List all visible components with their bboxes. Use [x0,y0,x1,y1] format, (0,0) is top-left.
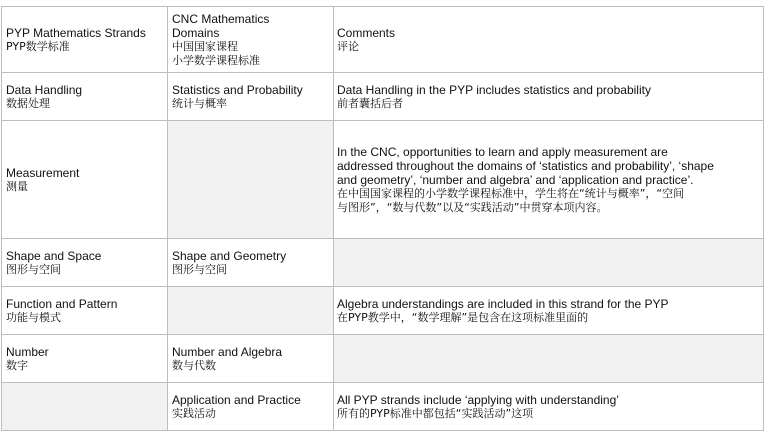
table-row [2,121,764,239]
pyp-strand-cell [2,121,168,239]
cnc-domain-cell [168,239,334,287]
pyp-strand-cell [2,73,168,121]
pyp-strand-cell [2,239,168,287]
table-row [2,287,764,335]
header-comments-en: Comments [337,25,396,40]
comment-line: addressed throughout the domains of ‘statistics and probability’, ‘shape [337,158,714,173]
pyp-strand-zh: 数字 [6,358,28,372]
cnc-domain-cell-empty [168,121,334,239]
pyp-strand-zh: 测量 [6,179,28,193]
header-pyp-zh: PYP数学标准 [6,39,70,53]
cnc-domain-en: Number and Algebra [172,344,283,359]
cnc-domain-zh: 统计与概率 [172,96,227,110]
pyp-strand-zh: 数据处理 [6,96,50,110]
header-pyp-en: PYP Mathematics Strands [6,25,146,40]
header-pyp-cell [2,7,168,73]
header-cnc-zh-line1: 中国国家课程 [172,39,238,53]
comment-line: In the CNC, opportunities to learn and apply measurement are [337,144,668,159]
cnc-domain-zh: 图形与空间 [172,262,227,276]
cnc-domain-cell [168,383,334,431]
comment-line: 在PYP教学中，“数学理解”是包含在这项标准里面的 [337,310,589,324]
table-row [2,335,764,383]
pyp-strand-en: Measurement [6,165,80,180]
comments-cell [334,287,764,335]
pyp-strand-cell-empty [2,383,168,431]
comment-line: All PYP strands include ‘applying with understanding’ [337,392,619,407]
comments-cell [334,383,764,431]
comment-line: 所有的PYP标准中都包括“实践活动”这项 [337,406,534,420]
cnc-domain-en: Application and Practice [172,392,301,407]
header-cnc-zh-line2: 小学数学课程标准 [172,53,260,67]
comments-cell [334,121,764,239]
comments-cell-empty [334,335,764,383]
pyp-strand-zh: 功能与模式 [6,310,61,324]
header-row [2,7,764,73]
header-comments-zh: 评论 [337,39,359,53]
header-cnc-en-line1: CNC Mathematics [172,11,270,26]
comments-cell-empty [334,239,764,287]
table-row [2,239,764,287]
comment-line: 与图形”，“数与代数”以及“实践活动”中贯穿本项内容。 [337,200,608,214]
pyp-strand-cell [2,287,168,335]
pyp-strand-en: Shape and Space [6,248,102,263]
cnc-domain-cell [168,73,334,121]
curriculum-comparison-table [1,6,764,431]
header-comments-cell [334,7,764,73]
comment-line: 前者囊括后者 [337,96,403,110]
table-row [2,73,764,121]
cnc-domain-en: Statistics and Probability [172,82,303,97]
pyp-strand-en: Function and Pattern [6,296,118,311]
cnc-domain-en: Shape and Geometry [172,248,287,263]
pyp-strand-cell [2,335,168,383]
cnc-domain-cell-empty [168,287,334,335]
header-cnc-cell [168,7,334,73]
table-row [2,383,764,431]
cnc-domain-zh: 实践活动 [172,406,216,420]
cnc-domain-cell [168,335,334,383]
header-cnc-en-line2: Domains [172,25,220,40]
comment-line: Data Handling in the PYP includes statistics and probability [337,82,651,97]
comment-line: 在中国国家课程的小学数学课程标准中，学生将在“统计与概率”，“空间 [337,186,685,200]
pyp-strand-zh: 图形与空间 [6,262,61,276]
pyp-strand-en: Data Handling [6,82,83,97]
cnc-domain-zh: 数与代数 [172,358,216,372]
comments-cell [334,73,764,121]
comment-line: and geometry’, ‘number and algebra’ and ‘application and practice’. [337,172,694,187]
pyp-strand-en: Number [6,344,49,359]
comment-line: Algebra understandings are included in this strand for the PYP [337,296,669,311]
